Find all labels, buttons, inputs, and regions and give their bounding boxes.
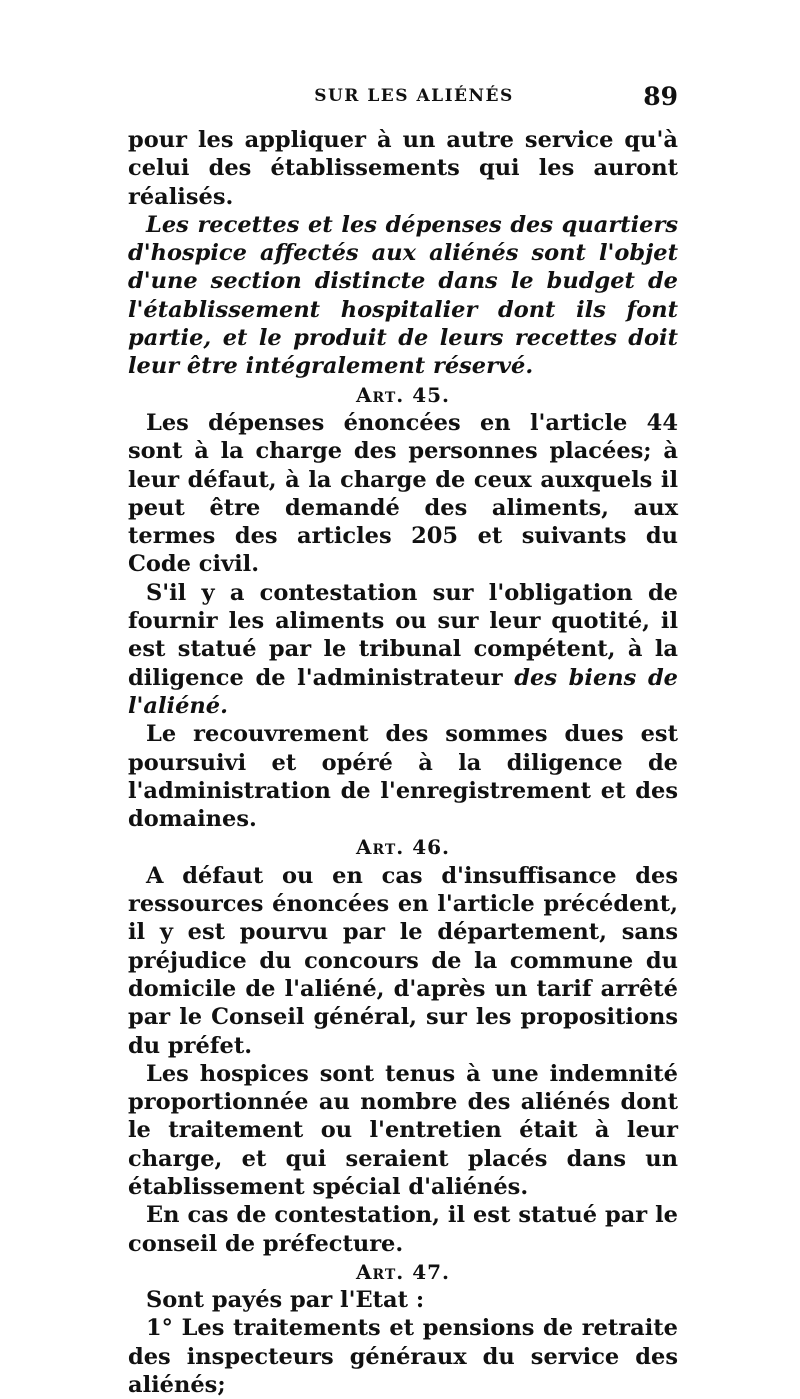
running-title: SUR LES ALIÉNÉS [314,86,514,106]
paragraph-contestation-text: S'il y a contestation sur l'obligation de fournir les aliments ou sur leur quotité, il est statué par le tribunal compétent, à la diligence de l'administrateur [128,579,678,691]
paragraph-prefecture: En cas de contestation, il est statué par le conseil de préfecture. [128,1202,678,1257]
paragraph-recettes: Les recettes et les dépenses des quartiers d'hospice affectés aux aliénés sont l'objet d'une section distincte dans le budget de l'établissement hospitalier dont ils font partie, et le produit de leurs recettes doit leur être intégralement réservé. [128,211,678,380]
page-body [128,126,678,1399]
article-heading-46: Art. 46. [355,835,451,860]
page-number: 89 [643,82,678,111]
paragraph-depenses: Les dépenses énoncées en l'article 44 sont à la charge des personnes placées; à leur défaut, à la charge de ceux auxquels il peut être demandé des aliments, aux termes des articles 205 et suivants du Code civil. [128,409,678,578]
article-heading-45: Art. 45. [355,382,451,407]
paragraph-contestation [128,579,678,720]
paragraph-contestation-italic: des biens de l'aliéné. [128,664,678,719]
paragraph-payes: Sont payés par l'Etat : [146,1287,425,1314]
paragraph-hospices: Les hospices sont tenus à une indemnité proportionnée au nombre des aliénés dont le traitement ou l'entretien était à leur charge, et qui seraient placés dans un établissement spécial d'aliénés. [128,1060,678,1200]
page-header [128,82,678,120]
paragraph-traitements: 1° Les traitements et pensions de retraite des inspecteurs généraux du service des aliénés; [128,1315,678,1399]
paragraph-recouvrement: Le recouvrement des sommes dues est poursuivi et opéré à la diligence de l'administration de l'enregistrement et des domaines. [128,721,678,833]
paragraph-continuation: pour les appliquer à un autre service qu'à celui des établissements qui les auront réalisés. [128,127,678,210]
article-heading-47: Art. 47. [355,1259,451,1284]
paragraph-defaut: A défaut ou en cas d'insuffisance des ressources énoncées en l'article précédent, il y est pourvu par le département, sans préjudice du concours de la commune du domicile de l'aliéné, d'après un tarif arrêté par le Conseil général, sur les propositions du préfet. [128,862,678,1059]
